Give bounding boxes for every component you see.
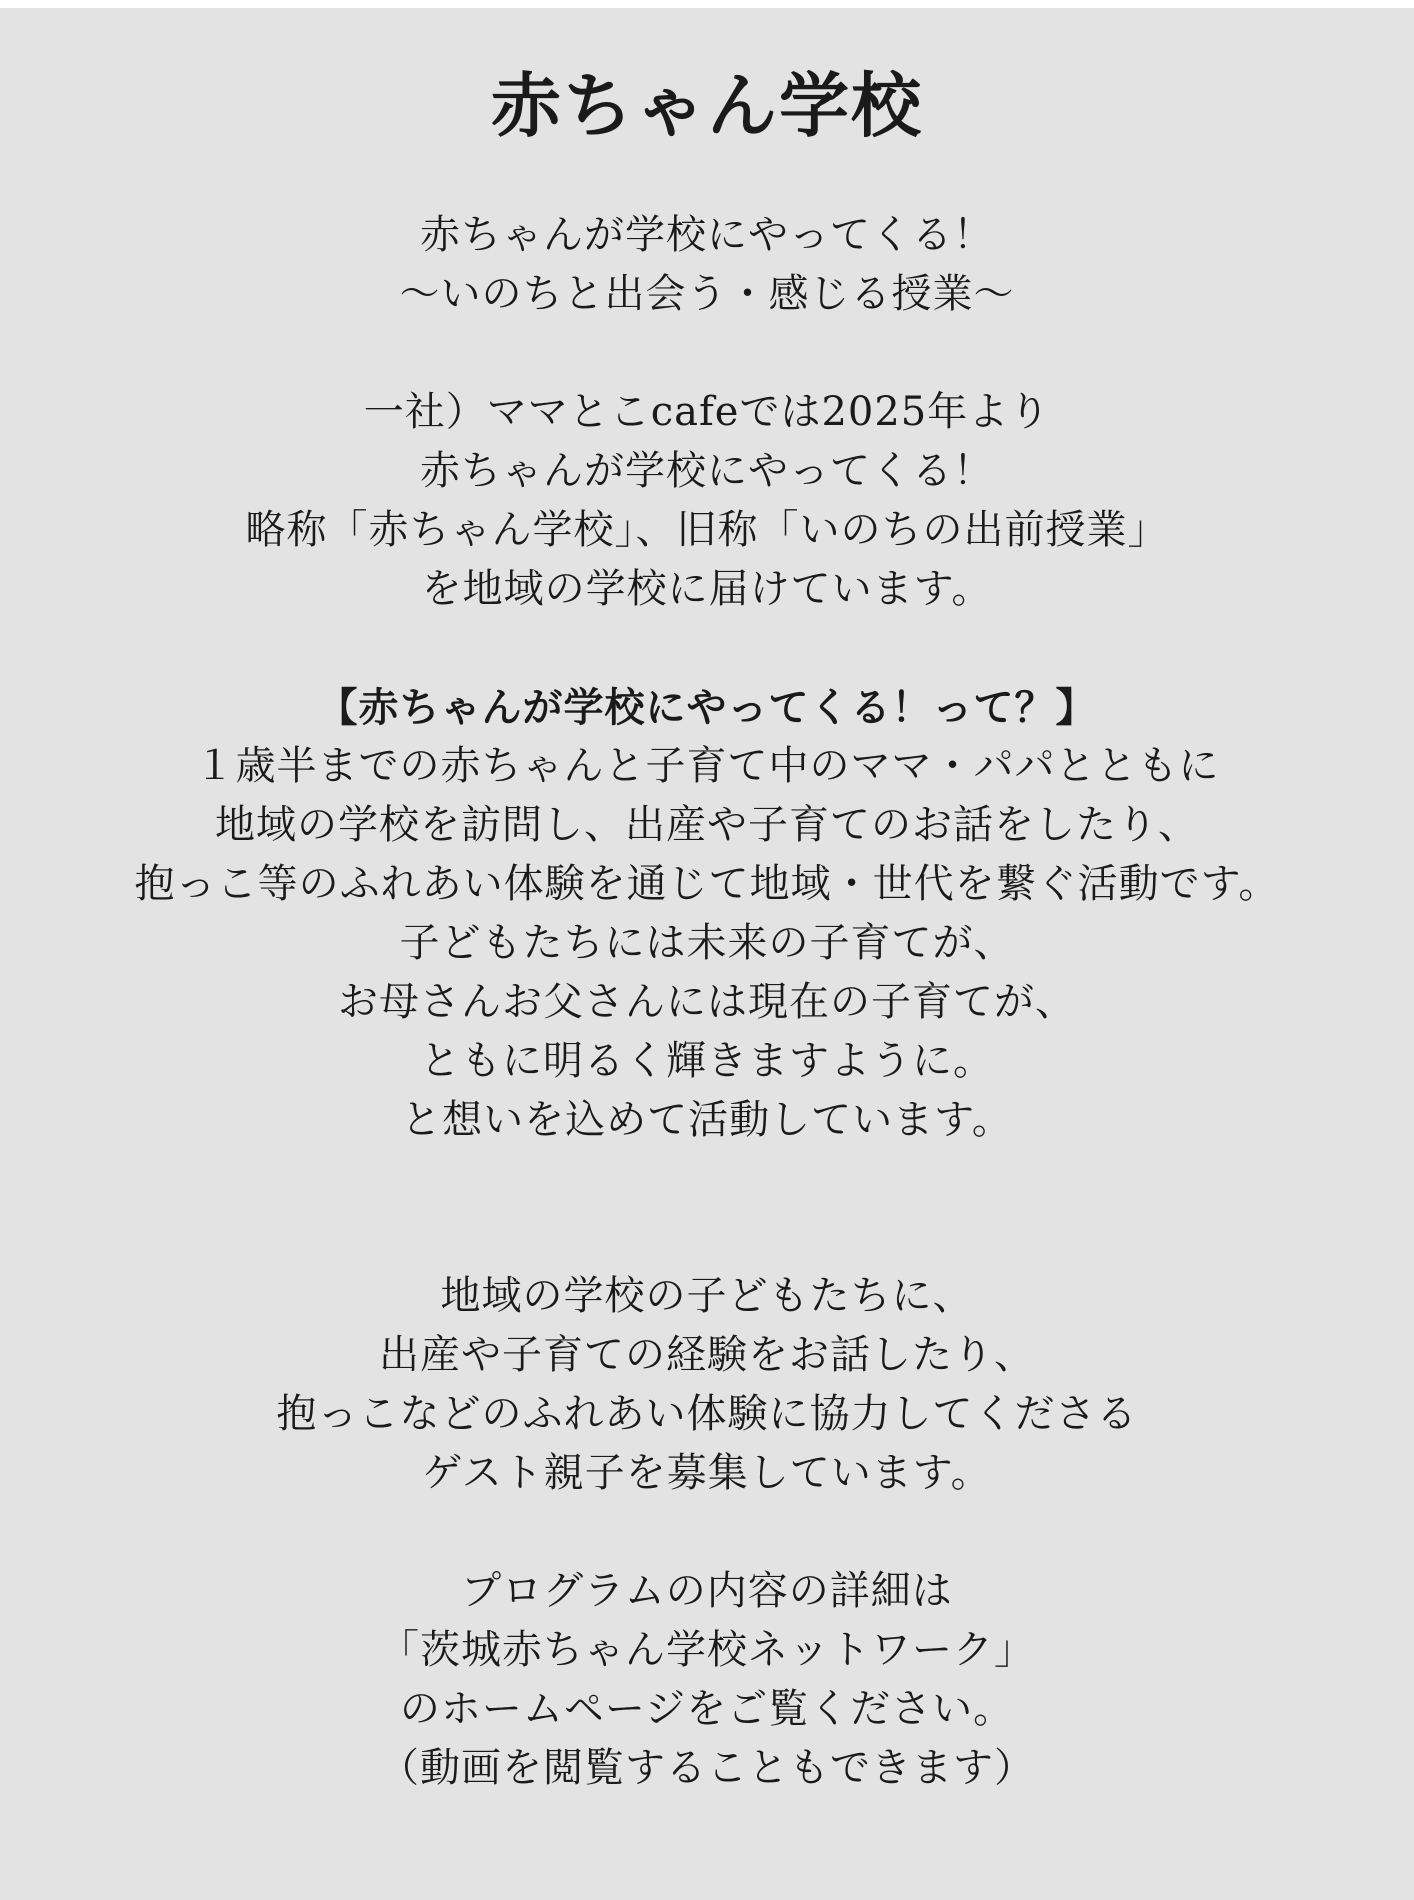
intro-subtitle-line: 〜いのちと出会う・感じる授業〜 (399, 271, 1015, 317)
recruit-section (0, 1267, 1414, 1503)
info-line: のホームページをご覧ください。 (399, 1686, 1015, 1732)
info-line: プログラムの内容の詳細は (461, 1568, 953, 1614)
about-line: 略称「赤ちゃん学校」、旧称「いのちの出前授業」 (245, 507, 1169, 553)
description-line: 抱っこ等のふれあい体験を通じて地域・世代を繋ぐ活動です。 (134, 861, 1280, 907)
description-line: 子どもたちには未来の子育てが、 (399, 920, 1015, 966)
info-line: （動画を閲覧することもできます） (379, 1745, 1035, 1791)
description-section (0, 678, 1414, 1150)
description-line: １歳半までの赤ちゃんと子育て中のママ・パパとともに (194, 743, 1220, 789)
about-line: 一社）ママとこcafeでは2025年より (363, 389, 1051, 435)
intro-line: 赤ちゃんが学校にやってくる！ (420, 212, 994, 258)
description-line: お母さんお父さんには現在の子育てが、 (338, 979, 1076, 1025)
info-section (0, 1562, 1414, 1798)
info-line: 「茨城赤ちゃん学校ネットワーク」 (379, 1627, 1035, 1673)
about-line: 赤ちゃんが学校にやってくる！ (420, 448, 994, 494)
about-line: を地域の学校に届けています。 (421, 566, 993, 612)
recruit-line: 地域の学校の子どもたちに、 (440, 1273, 974, 1319)
intro-section (0, 206, 1414, 324)
description-line: と想いを込めて活動しています。 (401, 1097, 1013, 1143)
document-panel (0, 8, 1414, 1900)
page-title: 赤ちゃん学校 (491, 64, 923, 147)
description-line: 地域の学校を訪問し、出産や子育てのお話をしたり、 (215, 802, 1199, 848)
recruit-line: 抱っこなどのふれあい体験に協力してくださる (276, 1391, 1138, 1437)
about-section (0, 383, 1414, 619)
description-line: ともに明るく輝きますように。 (420, 1038, 994, 1084)
description-heading: 【赤ちゃんが学校にやってくる！って？】 (317, 684, 1097, 731)
recruit-line: ゲスト親子を募集しています。 (422, 1450, 992, 1496)
recruit-line: 出産や子育ての経験をお話したり、 (379, 1332, 1035, 1378)
